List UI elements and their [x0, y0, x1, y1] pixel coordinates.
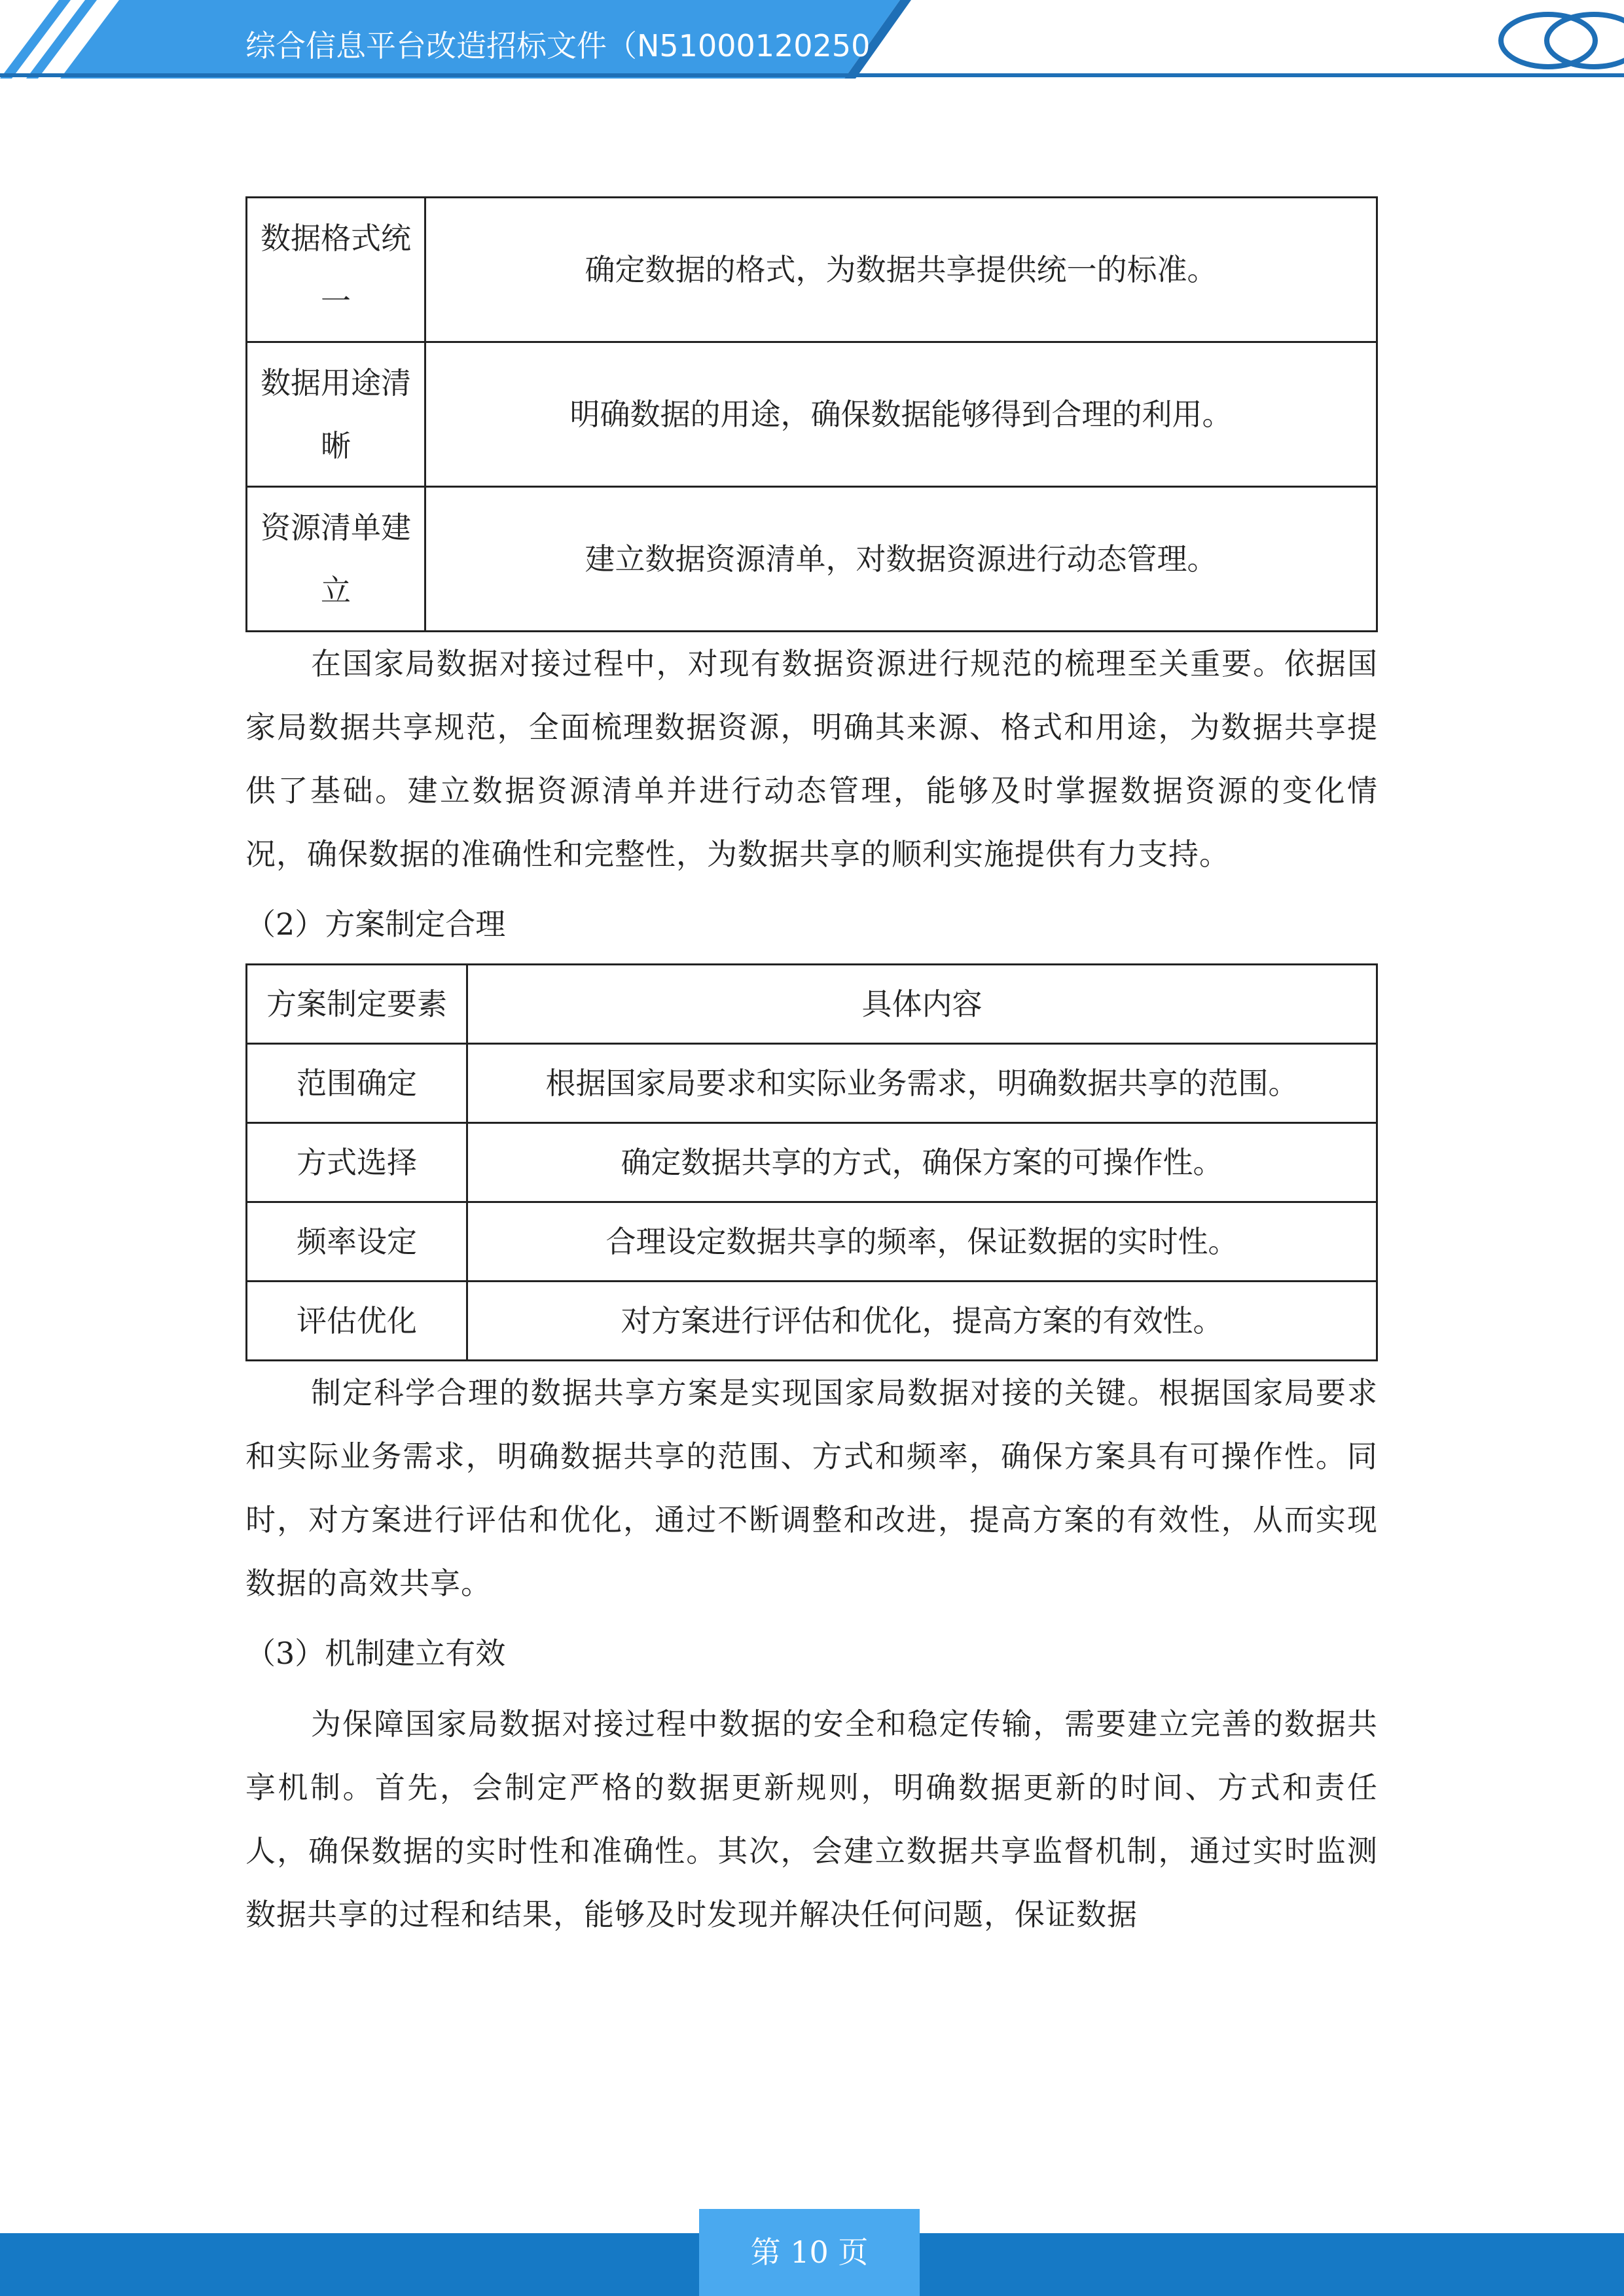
table-row — [247, 1123, 1377, 1202]
page-number: 第 10 页 — [699, 2209, 920, 2296]
table-cell-content: 合理设定数据共享的频率，保证数据的实时性。 — [467, 1202, 1377, 1282]
plan-elements-table — [245, 963, 1378, 1361]
table-row — [247, 1044, 1377, 1123]
table-cell-item: 数据格式统一 — [247, 198, 425, 342]
table-cell-content: 对方案进行评估和优化，提高方案的有效性。 — [467, 1282, 1377, 1361]
center-ring-mark — [1038, 17, 1149, 64]
header-title: 综合信息平台改造招标文件（N51000120250 — [245, 28, 871, 63]
section-heading: （2）方案制定合理 — [245, 906, 506, 942]
page-header — [0, 0, 1624, 92]
table-header-cell: 具体内容 — [467, 965, 1377, 1044]
double-ring-logo-icon — [1492, 8, 1624, 73]
table-cell-item: 范围确定 — [247, 1044, 467, 1123]
table-cell-content: 建立数据资源清单，对数据资源进行动态管理。 — [425, 487, 1377, 632]
body-paragraph: 为保障国家局数据对接过程中数据的安全和稳定传输，需要建立完善的数据共享机制。首先，会制定严格的数据更新规则，明确数据更新的时间、方式和责任人，确保数据的实时性和准确性。其次，会建立数据共享监督机制，通过实时监测数据共享的过程和结果，能够及时发现并解决任何问题，保证数据 — [245, 1706, 1378, 1932]
table-cell-content: 明确数据的用途，确保数据能够得到合理的利用。 — [425, 342, 1377, 487]
table-cell-content: 根据国家局要求和实际业务需求，明确数据共享的范围。 — [467, 1044, 1377, 1123]
table-row — [247, 487, 1377, 632]
body-paragraph: 在国家局数据对接过程中，对现有数据资源进行规范的梳理至关重要。依据国家局数据共享规范，全面梳理数据资源，明确其来源、格式和用途，为数据共享提供了基础。建立数据资源清单并进行动态管理，能够及时掌握数据资源的变化情况，确保数据的准确性和完整性，为数据共享的顺利实施提供有力支持。 — [245, 646, 1378, 872]
table-cell-content: 确定数据共享的方式，确保方案的可操作性。 — [467, 1123, 1377, 1202]
document-body — [245, 196, 1378, 1946]
table-row — [247, 198, 1377, 342]
data-spec-table — [245, 196, 1378, 632]
table-header-cell: 方案制定要素 — [247, 965, 467, 1044]
table-row — [247, 1282, 1377, 1361]
table-cell-item: 频率设定 — [247, 1202, 467, 1282]
section-heading: （3）机制建立有效 — [245, 1636, 506, 1671]
table-cell-item: 方式选择 — [247, 1123, 467, 1202]
table-row — [247, 1202, 1377, 1282]
table-row — [247, 342, 1377, 487]
table-cell-item: 数据用途清晰 — [247, 342, 425, 487]
table-header-row — [247, 965, 1377, 1044]
table-cell-item: 资源清单建立 — [247, 487, 425, 632]
body-paragraph: 制定科学合理的数据共享方案是实现国家局数据对接的关键。根据国家局要求和实际业务需求，明确数据共享的范围、方式和频率，确保方案具有可操作性。同时，对方案进行评估和优化，通过不断调整和改进，提高方案的有效性，从而实现数据的高效共享。 — [245, 1375, 1378, 1601]
table-cell-item: 评估优化 — [247, 1282, 467, 1361]
table-cell-content: 确定数据的格式，为数据共享提供统一的标准。 — [425, 198, 1377, 342]
